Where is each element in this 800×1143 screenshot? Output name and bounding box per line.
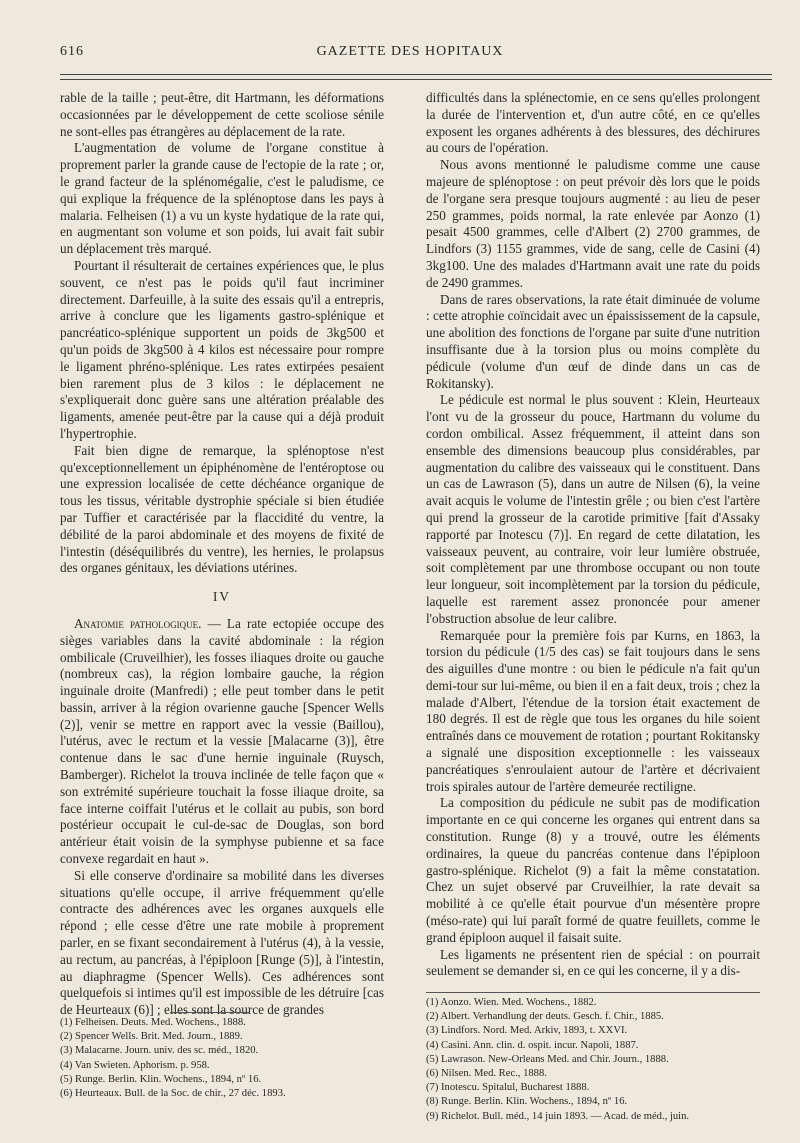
section-heading: Anatomie pathologique. xyxy=(74,615,202,631)
footnote: (1) Aonzo. Wien. Med. Wochens., 1882. xyxy=(426,997,597,1008)
left-column xyxy=(60,90,384,1019)
footnote-rule xyxy=(426,992,760,993)
footnote: (3) Lindfors. Nord. Med. Arkiv, 1893, t. XXVI. xyxy=(426,1025,628,1037)
footnote-rule xyxy=(170,1012,250,1013)
footnote: (5) Lawrason. New-Orleans Med. and Chir. Journ., 1888. xyxy=(426,1053,669,1065)
header-rule-double xyxy=(60,79,772,80)
left-footnotes xyxy=(60,1016,384,1101)
header-rule xyxy=(60,74,772,75)
paragraph: Remarquée pour la première fois par Kurns, en 1863, la torsion du pédicule (1/5 des cas) se fait toujours dans le sens des aiguilles d'une montre : ou bien le pédicule n'a fait qu'un demi-tour sur lui-même, ou bien il en a fait deux, trois ; chez la malade d'Albert, l'étendue de la torsion était exactement de 180 degrés. Il est de règle que tous les organes du hile soient entraînés dans ce mouvement de rotation ; pourtant Rokitansky a signalé une disposition exceptionnelle : les vaisseaux pancréatiques s'enroulaient autour de l'artère et décrivaient trois spirales autour de l'artère demeurée rectiligne. xyxy=(426,627,760,794)
paragraph: L'augmentation de volume de l'organe constitue à proprement parler la grande cause de l'ectopie de la rate ; or, le grand facteur de la splénomégalie, c'est le paludisme, ce qui explique la fréquence de la splénoptose dans les pays à malaria. Felheisen (1) a vu un kyste hydatique de la rate qui, en augmentant son volume et son poids, lui avait fait subir un déplacement très marqué. xyxy=(60,140,384,257)
footnote: (6) Nilsen. Med. Rec., 1888. xyxy=(426,1068,547,1080)
paragraph: La composition du pédicule ne subit pas de modification importante en ce qui concerne les organes qui entrent dans sa constitution. Runge (8) y a trouvé, outre les éléments ordinaires, la queue du pancréas contenue dans l'épiploon gastro-splénique. Richelot (9) a fait la même constatation. Chez un sujet observé par Cruveilhier, la rate devait sa mobilité à ce qu'elle était pourvue d'un mésentère propre (méso-rate) qui lui paraît formé de quatre feuillets, comme le grand épiploon auquel il faisait suite. xyxy=(426,795,760,945)
paragraph-text: — La rate ectopiée occupe des sièges variables dans la cavité abdominale : la région ombilicale (Cruveilhier), les fosses iliaques droite ou gauche (nombreux cas), la région lombaire gauche, la région inguinale droite (Manfredi) ; elle peut tomber dans le petit bassin, arriver à la région ovarienne gauche [Spencer Wells (2)], venir se mettre en rapport avec la vessie (Baillou), l'utérus, avec le rectum et la vessie [Malacarne (3)], être contenue dans le sac d'une hernie inguinale (Ruysch, Bamberger). Richelot la trouva inclinée de telle façon que « son extrémité supérieure touchait la fosse iliaque droite, sa face interne coiffait l'utérus et le collait au pubis, son bord postérieur occupait le cul-de-sac de Douglas, son bord antérieur était voisin de la symphyse pubienne et sa face convexe regardait en haut ». xyxy=(60,615,384,867)
footnote: (5) Runge. Berlin. Klin. Wochens., 1894, nº 16. xyxy=(60,1073,262,1085)
footnote: (1) Felheisen. Deuts. Med. Wochens., 1888. xyxy=(60,1017,246,1028)
footnote: (4) Casini. Ann. clin. d. ospit. incur. Napoli, 1887. xyxy=(426,1039,639,1051)
footnote: (2) Albert. Verhandlung der deuts. Gesch. f. Chir., 1885. xyxy=(426,1011,664,1023)
paragraph xyxy=(60,616,384,868)
paragraph: Les ligaments ne présentent rien de spécial : on pourrait seulement se demander si, en ce qui les concerne, il y a dis- xyxy=(426,946,760,979)
paragraph: Si elle conserve d'ordinaire sa mobilité dans les diverses situations qu'elle occupe, il arrive fréquemment qu'elle contracte des adhérences avec les organes auxquels elle répond ; elle cesse d'être une rate mobile à proprement parler, en se fixant secondairement à l'utérus (4), à la vessie, au rectum, au pancréas, à l'épiploon [Runge (5)], à l'intestin, au diaphragme (Spencer Wells). Ces adhérences sont quelquefois si intimes qu'il est impossible de les détruire [cas de Heurteaux (6)] ; elles sont la source de grandes xyxy=(60,867,384,1018)
page-number: 616 xyxy=(60,44,84,59)
page-title: GAZETTE DES HOPITAUX xyxy=(316,44,504,59)
paragraph: Le pédicule est normal le plus souvent : Klein, Heurteaux l'ont vu de la grosseur du pouce, Hartmann du volume du cordon ombilical. Assez fréquemment, il atteint dans son ensemble des dimensions beaucoup plus considérables, par augmentation du calibre des vaisseaux qui le constituent. Dans un cas de Lawrason (5), dans un autre de Nilsen (6), la veine avait acquis le volume de l'intestin grêle ; ou bien c'est l'artère qui prend la grosseur de la carotide primitive [fait d'Assaky rapporté par Inotescu (7)]. En regard de cette dilatation, les vaisseaux peuvent, au contraire, voir leur lumière obstruée, soit complètement par une thrombose occupant ou non toute leur longueur, soit incomplètement par la torsion du pédicule, laquelle est rarement assez prononcée pour amener l'obstruction absolue de leur calibre. xyxy=(426,392,760,626)
footnote: (7) Inotescu. Spitalul, Bucharest 1888. xyxy=(426,1082,590,1094)
paragraph: Nous avons mentionné le paludisme comme une cause majeure de splénoptose : on peut prévoir dès lors que le poids de l'organe sera presque toujours augmenté : au lieu de peser 250 grammes, poids normal, la rate enlevée par Aonzo (1) pesait 4500 grammes, celle d'Albert (2) 2700 grammes, de Lindfors (3) 1155 grammes, vide de sang, celle de Casini (4) 3kg100. Une des malades d'Hartmann avait une rate du poids de 2490 grammes. xyxy=(426,157,760,290)
footnote: (2) Spencer Wells. Brit. Med. Journ., 1889. xyxy=(60,1031,243,1043)
right-column xyxy=(426,90,760,980)
paragraph: Pourtant il résulterait de certaines expériences que, le plus souvent, ce n'est pas le poids qu'il faut incriminer directement. Darfeuille, à la suite des essais qu'il a entrepris, arrive à conclure que les ligaments gastro-splénique et pancréatico-splénique supportent un poids de 3kg500 et qu'un poids de 3kg500 à 4 kilos est nécessaire pour rompre le ligament phréno-splénique. Les rates extirpées pesaient bien rarement plus de 3 kilos : le déplacement ne s'expliquerait donc guère sans une altération préalable des ligaments, amenée peut-être par la cause qui a déjà produit l'hypertrophie. xyxy=(60,257,384,441)
paragraph: difficultés dans la splénectomie, en ce sens qu'elles prolongent la durée de l'intervention et, d'un autre côté, en ce qu'elles exposent les organes adhérents à des blessures, des déchirures au cours de l'opération. xyxy=(426,90,760,156)
paragraph: rable de la taille ; peut-être, dit Hartmann, les déformations occasionnées par le développement de cette scoliose sénile ne sont-elles pas étrangères au déplacement de la rate. xyxy=(60,90,384,139)
footnote: (3) Malacarne. Journ. univ. des sc. méd., 1820. xyxy=(60,1045,259,1057)
section-number: IV xyxy=(213,589,231,605)
paragraph: Fait bien digne de remarque, la splénoptose n'est qu'exceptionnellement un épiphénomène de l'entéroptose ou une expression localisée de cette déchéance organique de tous les tissus, véritable dystrophie spéciale si bien étudiée par Tuffier et caractérisée par la flaccidité du ventre, la débilité de la paroi abdominale et des moyens de fixité de l'intestin (déséquilibrés du ventre), les hernies, le prolapsus des organes génitaux, les déviations utérines. xyxy=(60,442,384,576)
footnote: (9) Richelot. Bull. méd., 14 juin 1893. — Acad. de méd., juin. xyxy=(426,1110,690,1122)
footnote: (8) Runge. Berlin. Klin. Wochens., 1894, nº 16. xyxy=(426,1096,628,1108)
footnote: (4) Van Swieten. Aphorism. p. 958. xyxy=(60,1059,210,1071)
paragraph: Dans de rares observations, la rate était diminuée de volume : cette atrophie coïncidait avec un épaississement de la capsule, une abolition des fonctions de l'organe par suite d'une nutrition insuffisante due à la torsion plus ou moins complète du pédicule (volume d'un œuf de dinde dans un cas de Rokitansky). xyxy=(426,291,760,391)
right-footnotes xyxy=(426,996,760,1124)
footnote: (6) Heurteaux. Bull. de la Soc. de chir., 27 déc. 1893. xyxy=(60,1088,286,1100)
page-header xyxy=(60,44,760,66)
